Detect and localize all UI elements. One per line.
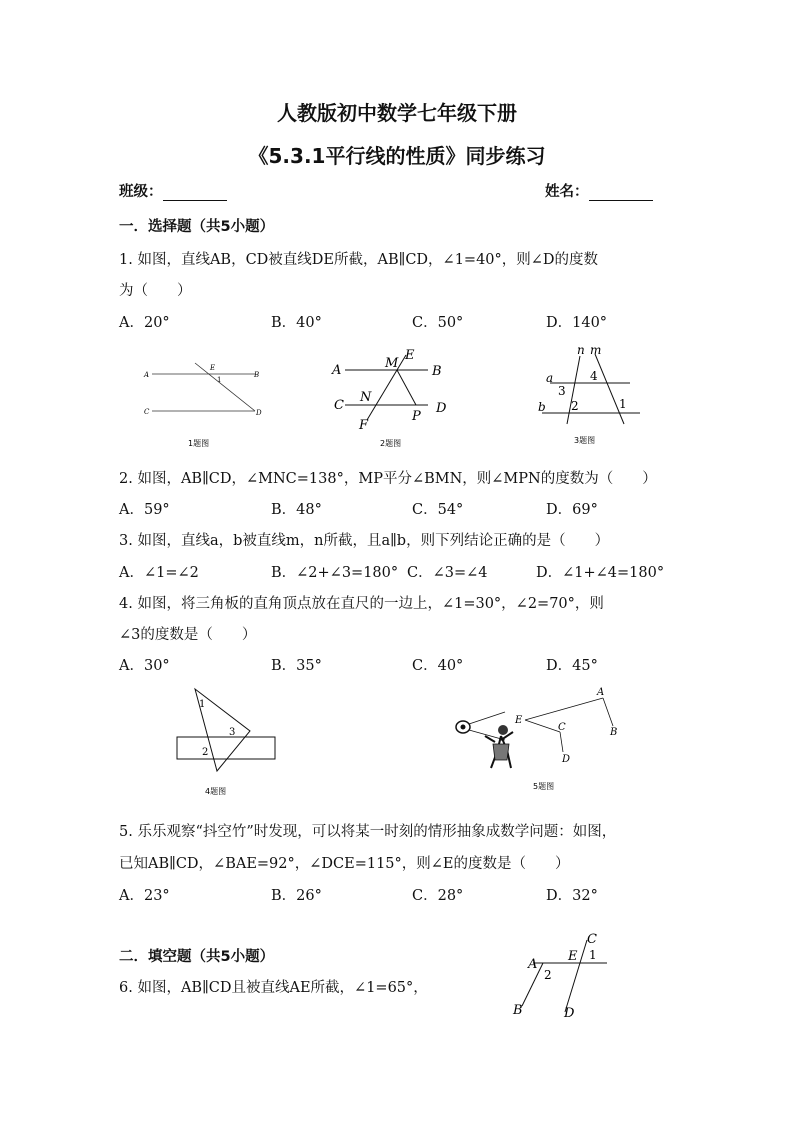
fig2-label-f: F [359,418,369,433]
q3-option-c: C．∠3=∠4 [407,565,488,581]
q1-option-d: D．140° [546,315,608,331]
page-subtitle: 《5.3.1平行线的性质》同步练习 [248,144,546,168]
fig2-label-e: E [405,348,415,363]
fig3-label-m: m [590,343,602,357]
figure-1 [140,355,270,450]
fig2-label-b: B [432,364,442,379]
fig6-label-2: 2 [544,968,552,982]
fig3-label-3: 3 [558,384,566,398]
fig6-label-a: A [528,957,538,972]
fig5-caption: 5题图 [533,782,555,791]
q6-line1: 6. 如图，AB∥CD且被直线AE所截，∠1=65°， [119,980,428,996]
figure-3 [530,340,650,450]
name-blank [589,186,653,201]
q1-line2: 为（ ） [119,283,192,299]
q2-option-b: B．48° [271,502,322,518]
q5-option-b: B．26° [271,888,322,904]
q2-line1: 2. 如图，AB∥CD，∠MNC=138°，MP平分∠BMN，则∠MPN的度数为（ ） [119,471,657,487]
figure-6 [505,930,615,1020]
q2-option-c: C．54° [412,502,464,518]
fig1-label-e: E [210,364,216,372]
section1-heading: 一．选择题（共5小题） [119,219,275,235]
q3-option-a: A．∠1=∠2 [119,565,199,581]
q1-line1: 1. 如图，直线AB，CD被直线DE所截，AB∥CD，∠1=40°，则∠D的度数 [119,252,599,268]
fig5-label-a: A [597,687,605,698]
q5-line2: 已知AB∥CD，∠BAE=92°，∠DCE=115°，则∠E的度数是（ ） [119,856,570,872]
figure-2 [330,345,450,450]
diabolo-player-illustration [456,712,513,768]
q1-option-c: C．50° [412,315,464,331]
fig2-label-d: D [436,401,447,416]
fig1-label-c: C [144,408,150,416]
fig2-label-c: C [334,398,344,413]
fig3-label-a: a [546,371,554,385]
fig2-caption: 2题图 [380,439,402,448]
page-title: 人教版初中数学七年级下册 [277,101,517,125]
q4-option-d: D．45° [546,658,598,674]
q5-line1: 5. 乐乐观察“抖空竹”时发现，可以将某一时刻的情形抽象成数学问题：如图， [119,824,617,840]
fig1-label-a: A [144,371,150,379]
fig4-label-1: 1 [199,699,206,710]
fig2-label-m: M [385,356,399,371]
fig5-label-c: C [558,722,566,733]
fig3-label-2: 2 [571,399,579,413]
q1-option-b: B．40° [271,315,322,331]
fig2-label-n: N [360,390,372,405]
fig2-label-a: A [332,363,342,378]
fig4-label-2: 2 [202,747,209,758]
fig3-label-1: 1 [619,397,627,411]
fig1-label-d: D [256,409,262,417]
class-field [119,180,227,201]
class-label: 班级： [119,184,163,200]
fig6-label-c: C [587,932,597,947]
fig5-label-e: E [515,715,523,726]
fig4-label-3: 3 [229,727,236,738]
q4-line2: ∠3的度数是（ ） [119,627,257,643]
fig1-caption: 1题图 [188,439,210,448]
q4-option-c: C．40° [412,658,464,674]
q5-option-a: A．23° [119,888,170,904]
q3-option-b: B．∠2+∠3=180° [271,565,399,581]
fig6-label-b: B [513,1003,523,1018]
q2-option-d: D．69° [546,502,598,518]
q4-line1: 4. 如图，将三角板的直角顶点放在直尺的一边上，∠1=30°，∠2=70°，则 [119,596,604,612]
class-blank [163,186,227,201]
fig4-caption: 4题图 [205,787,227,796]
figure-5 [445,680,630,795]
fig3-label-n: n [577,343,585,357]
fig3-label-b: b [538,400,546,414]
q1-option-a: A．20° [119,315,170,331]
q5-option-c: C．28° [412,888,464,904]
q3-line1: 3. 如图，直线a，b被直线m，n所截，且a∥b，则下列结论正确的是（ ） [119,533,610,549]
figure-4 [170,685,285,800]
q4-option-a: A．30° [119,658,170,674]
q4-option-b: B．35° [271,658,322,674]
fig1-label-b: B [254,371,260,379]
fig5-label-d: D [562,754,571,765]
fig2-label-p: P [412,409,421,424]
fig3-caption: 3题图 [574,436,596,445]
fig3-label-4: 4 [590,369,598,383]
fig6-label-1: 1 [589,948,597,962]
fig6-label-d: D [564,1006,575,1020]
section2-heading: 二．填空题（共5小题） [119,949,275,965]
name-field [545,180,653,201]
fig6-label-e: E [568,949,578,964]
name-label: 姓名： [545,184,589,200]
q3-option-d: D．∠1+∠4=180° [536,565,665,581]
q2-option-a: A．59° [119,502,170,518]
fig5-label-b: B [610,727,618,738]
q5-option-d: D．32° [546,888,598,904]
fig1-label-1: 1 [217,376,222,384]
